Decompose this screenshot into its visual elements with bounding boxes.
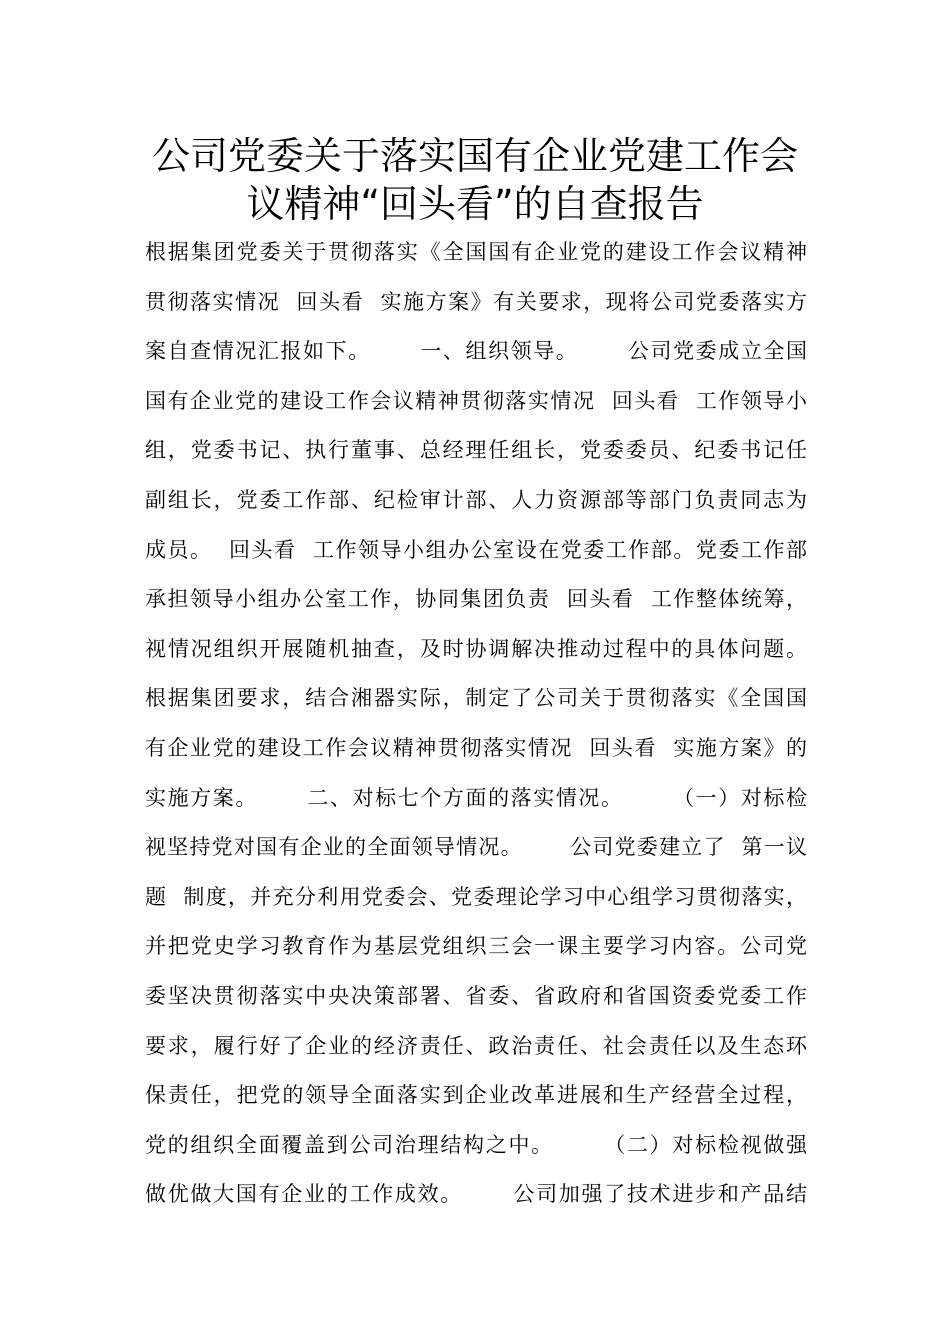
body-text-line: 视坚持党对国有企业的全面领导情况。 公司党委建立了 第一议 <box>145 835 807 860</box>
body-text-line: 保责任，把党的领导全面落实到企业改革进展和生产经营全过程， <box>145 1083 807 1108</box>
body-text-line: 国有企业党的建设工作会议精神贯彻落实情况 回头看 工作领导小 <box>145 388 807 413</box>
body-text-line: 有企业党的建设工作会议精神贯彻落实情况 回头看 实施方案》的 <box>145 736 807 760</box>
document-title-line-2: 议精神“回头看”的自查报告 <box>246 182 704 226</box>
body-text-line: 视情况组织开展随机抽查，及时协调解决推动过程中的具体问题。 <box>145 636 807 661</box>
body-text-line: 组，党委书记、执行董事、总经理任组长，党委委员、纪委书记任 <box>145 438 807 463</box>
body-text-line: 副组长，党委工作部、纪检审计部、人力资源部等部门负责同志为 <box>145 488 807 512</box>
body-text-line: 党的组织全面覆盖到公司治理结构之中。 （二）对标检视做强 <box>145 1132 807 1157</box>
body-text-line: 成员。 回头看 工作领导小组办公室设在党委工作部。党委工作部 <box>145 537 807 562</box>
body-text-line: 贯彻落实情况 回头看 实施方案》有关要求，现将公司党委落实方 <box>145 289 807 314</box>
document-title-line-1: 公司党委关于落实国有企业党建工作会 <box>151 134 798 178</box>
body-text-line: 实施方案。 二、对标七个方面的落实情况。 （一）对标检 <box>145 785 807 810</box>
body-text-line: 根据集团要求，结合湘器实际，制定了公司关于贯彻落实《全国国 <box>145 686 807 711</box>
body-text-line: 承担领导小组办公室工作，协同集团负责 回头看 工作整体统筹， <box>145 587 807 612</box>
body-text-line: 案自查情况汇报如下。 一、组织领导。 公司党委成立全国 <box>145 339 807 364</box>
body-text-line: 题 制度，并充分利用党委会、党委理论学习中心组学习贯彻落实， <box>145 884 807 909</box>
body-text-line: 做优做大国有企业的工作成效。 公司加强了技术进步和产品结 <box>145 1182 807 1207</box>
body-text-line: 根据集团党委关于贯彻落实《全国国有企业党的建设工作会议精神 <box>145 240 807 264</box>
body-text-line: 要求，履行好了企业的经济责任、政治责任、社会责任以及生态环 <box>145 1033 807 1058</box>
body-text-line: 委坚决贯彻落实中央决策部署、省委、省政府和省国资委党委工作 <box>145 984 807 1008</box>
body-text-line: 并把党史学习教育作为基层党组织三会一课主要学习内容。公司党 <box>145 934 807 959</box>
